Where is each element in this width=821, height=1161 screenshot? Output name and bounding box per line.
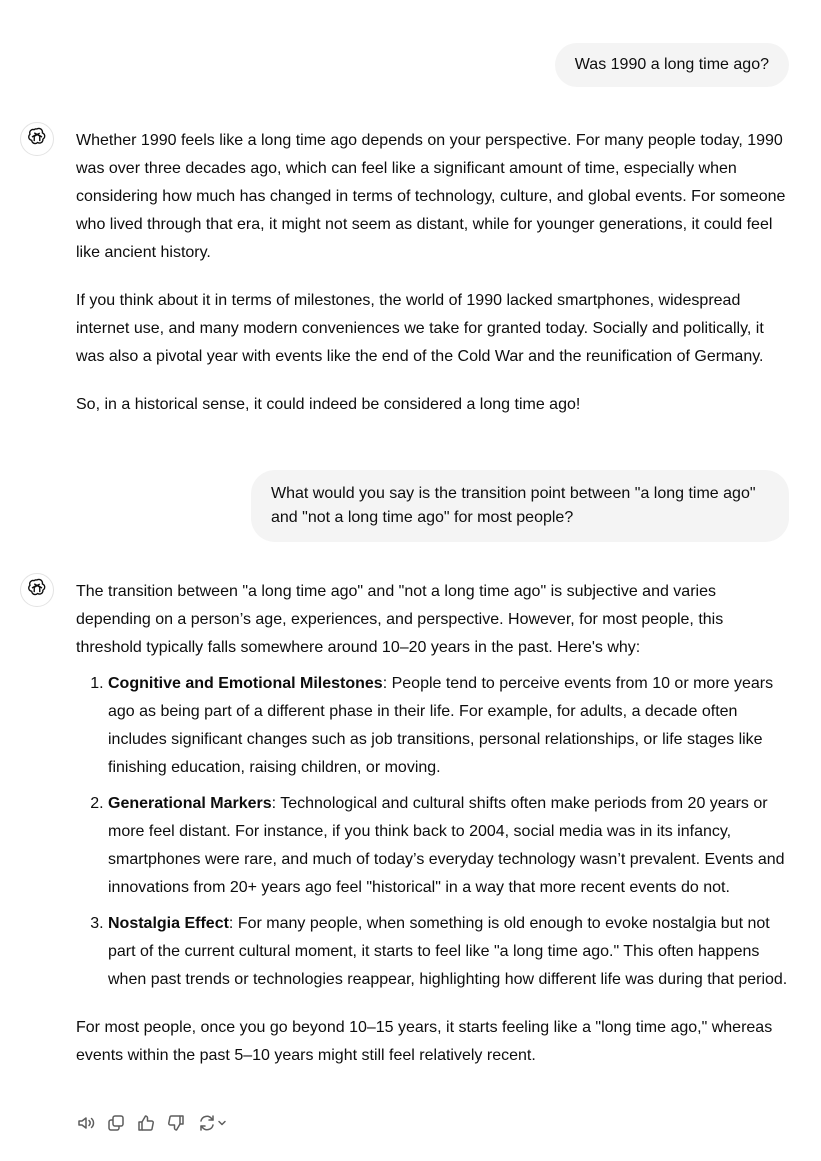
user-message [251, 470, 789, 542]
assistant-message-content [76, 573, 789, 1070]
openai-logo-icon [26, 126, 48, 153]
paragraph: The transition between "a long time ago" and "not a long time ago" is subjective and varies depending on a person’s age, experiences, and perspective. However, for most people, this threshold typically falls somewhere around 10–20 years in the past. Here's why: [76, 583, 724, 656]
thumbs-down-button[interactable] [166, 1112, 186, 1134]
assistant-message-content [76, 122, 789, 419]
paragraph: So, in a historical sense, it could indeed be considered a long time ago! [76, 396, 581, 413]
paragraph: If you think about it in terms of milestones, the world of 1990 lacked smartphones, widespread internet use, and many modern conveniences we take for granted today. Socially and politically, it was also a pivotal year with events like the end of the Cold War and the reunification of Germany. [76, 292, 764, 365]
list-item-title: Nostalgia Effect [108, 915, 229, 932]
thumbs-up-button[interactable] [136, 1112, 156, 1134]
user-message-bubble: Was 1990 a long time ago? [555, 43, 789, 87]
regenerate-button[interactable] [196, 1112, 228, 1134]
chevron-down-icon [217, 1118, 227, 1128]
assistant-avatar [20, 573, 54, 607]
list-item [108, 910, 789, 994]
paragraph: For most people, once you go beyond 10–15 years, it starts feeling like a "long time ago," whereas events within the past 5–10 years might still feel relatively recent. [76, 1019, 773, 1064]
read-aloud-icon [76, 1113, 96, 1133]
list-item-text: : Technological and cultural shifts often make periods from 20 years or more feel distant. For instance, if you think back to 2004, social media was in its infancy, smartphones were rare, and much of today’s everyday technology wasn’t prevalent. Events and innovations from 20+ years ago feel "historical" in a way that more recent events do not. [108, 795, 785, 896]
user-message [555, 43, 789, 87]
assistant-message [20, 573, 789, 1090]
thumbs-up-icon [136, 1113, 156, 1133]
copy-icon [106, 1113, 126, 1133]
openai-logo-icon [26, 577, 48, 604]
list-item-text: : For many people, when something is old enough to evoke nostalgia but not part of the current cultural moment, it starts to feel like "a long time ago." This often happens when past trends or technologies reappear, highlighting how different life was during that period. [108, 915, 788, 988]
user-message-bubble: What would you say is the transition point between "a long time ago" and "not a long time ago" for most people? [251, 470, 789, 542]
list-item-title: Cognitive and Emotional Milestones [108, 675, 383, 692]
regenerate-icon [197, 1113, 217, 1133]
paragraph: Whether 1990 feels like a long time ago depends on your perspective. For many people today, 1990 was over three decades ago, which can feel like a significant amount of time, especially when considering how much has changed in terms of technology, culture, and global events. For someone who lived through that era, it might not seem as distant, while for younger generations, it could feel like ancient history. [76, 132, 786, 261]
list-item-text: : People tend to perceive events from 10 or more years ago as being part of a different phase in their life. For example, for adults, a decade often includes significant changes such as job transitions, personal relationships, or life stages like finishing education, raising children, or moving. [108, 675, 774, 776]
assistant-message [20, 122, 789, 439]
thumbs-down-icon [166, 1113, 186, 1133]
numbered-list [76, 670, 789, 994]
copy-button[interactable] [106, 1112, 126, 1134]
list-item [108, 790, 789, 902]
list-item [108, 670, 789, 782]
read-aloud-button[interactable] [76, 1112, 96, 1134]
assistant-avatar [20, 122, 54, 156]
message-actions [76, 1112, 228, 1134]
list-item-title: Generational Markers [108, 795, 272, 812]
